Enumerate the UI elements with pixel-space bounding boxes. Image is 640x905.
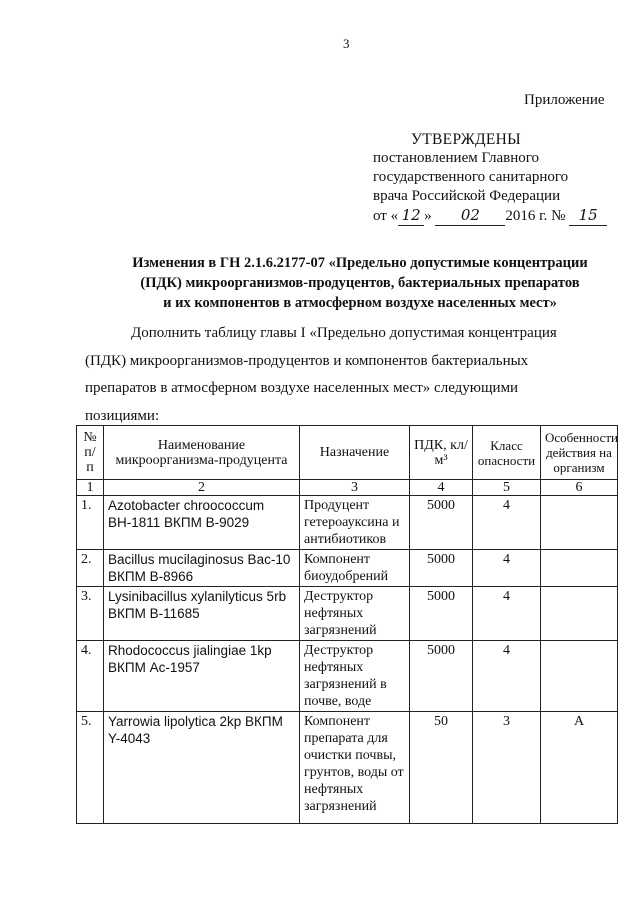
title-line: Изменения в ГН 2.1.6.2177-07 «Предельно допустимые концентрации — [132, 255, 588, 271]
purpose-cell: Компонент биоудобрений — [300, 550, 410, 587]
row-number: 2. — [77, 550, 104, 587]
purpose-cell: Компонент препарата для очистки почвы, грунтов, воды от нефтяных загрязнений — [300, 712, 410, 824]
header-purpose: Назначение — [300, 426, 410, 480]
effect-cell — [541, 496, 618, 550]
microorganism-name: Bacillus mucilaginosus Вас-10 ВКПМ В-8966 — [104, 550, 300, 587]
microorganism-name: Azotobacter chroococcum ВН-1811 ВКПМ В-9029 — [104, 496, 300, 550]
date-month: 02 — [435, 206, 505, 226]
pdk-cell: 50 — [410, 712, 473, 824]
column-number: 2 — [104, 480, 300, 496]
microorganisms-table — [76, 425, 618, 824]
pdk-cell: 5000 — [410, 641, 473, 712]
page-number: 3 — [343, 36, 350, 51]
header-class: Класс опасности — [473, 426, 541, 480]
approval-line: врача Российской Федерации — [373, 188, 561, 204]
row-number: 3. — [77, 587, 104, 641]
row-number: 4. — [77, 641, 104, 712]
approval-heading: УТВЕРЖДЕНЫ — [411, 131, 521, 148]
title-line: и их компонентов в атмосферном воздухе населенных мест» — [163, 295, 557, 311]
effect-cell — [541, 550, 618, 587]
date-prefix: от « — [373, 208, 399, 224]
effect-cell — [541, 641, 618, 712]
microorganism-name: Rhodococcus jialingiae 1kp ВКПМ Ас-1957 — [104, 641, 300, 712]
approval-date-line — [373, 206, 607, 226]
intro-line: позициями: — [85, 407, 160, 424]
purpose-cell: Продуцент гетероауксина и антибиотиков — [300, 496, 410, 550]
column-number: 3 — [300, 480, 410, 496]
purpose-cell: Деструктор нефтяных загрязнений — [300, 587, 410, 641]
column-number: 4 — [410, 480, 473, 496]
header-name: Наименование микроорганизма-продуцента — [104, 426, 300, 480]
hazard-class-cell: 4 — [473, 496, 541, 550]
approval-line: государственного санитарного — [373, 169, 569, 185]
row-number: 5. — [77, 712, 104, 824]
approval-block — [373, 130, 607, 226]
document-number: 15 — [569, 206, 607, 226]
column-number-row — [77, 480, 618, 496]
table-row — [77, 550, 618, 587]
microorganism-name: Yarrowia lipolytica 2kp ВКПМ Y-4043 — [104, 712, 300, 824]
date-mid: » — [424, 208, 432, 224]
table-row — [77, 712, 618, 824]
header-number: № п/п — [77, 426, 104, 480]
hazard-class-cell: 3 — [473, 712, 541, 824]
date-year: 2016 г. № — [505, 208, 566, 224]
effect-cell: А — [541, 712, 618, 824]
intro-line: Дополнить таблицу главы I «Предельно допустимая концентрация — [131, 325, 557, 341]
microorganism-name: Lysinibacillus xylanilyticus 5rb ВКПМ В-11685 — [104, 587, 300, 641]
approval-line: постановлением Главного — [373, 150, 540, 166]
hazard-class-cell: 4 — [473, 641, 541, 712]
date-day: 12 — [398, 206, 424, 226]
table-row — [77, 587, 618, 641]
row-number: 1. — [77, 496, 104, 550]
intro-paragraph — [85, 320, 608, 430]
table-header-row — [77, 426, 618, 480]
document-title — [100, 253, 620, 313]
header-effect: Особенности действия на организм — [541, 426, 618, 480]
pdk-cell: 5000 — [410, 496, 473, 550]
table-row — [77, 641, 618, 712]
effect-cell — [541, 587, 618, 641]
column-number: 5 — [473, 480, 541, 496]
pdk-cell: 5000 — [410, 550, 473, 587]
table-row — [77, 496, 618, 550]
header-pdk: ПДК, кл/м³ — [410, 426, 473, 480]
appendix-label: Приложение — [524, 92, 605, 108]
purpose-cell: Деструктор нефтяных загрязнений в почве, воде — [300, 641, 410, 712]
column-number: 1 — [77, 480, 104, 496]
hazard-class-cell: 4 — [473, 550, 541, 587]
pdk-cell: 5000 — [410, 587, 473, 641]
intro-line: препаратов в атмосферном воздухе населенных мест» следующими — [85, 380, 519, 396]
title-line: (ПДК) микроорганизмов-продуцентов, бактериальных препаратов — [140, 275, 580, 291]
hazard-class-cell: 4 — [473, 587, 541, 641]
column-number: 6 — [541, 480, 618, 496]
intro-line: (ПДК) микроорганизмов-продуцентов и компонентов бактериальных — [85, 352, 529, 369]
